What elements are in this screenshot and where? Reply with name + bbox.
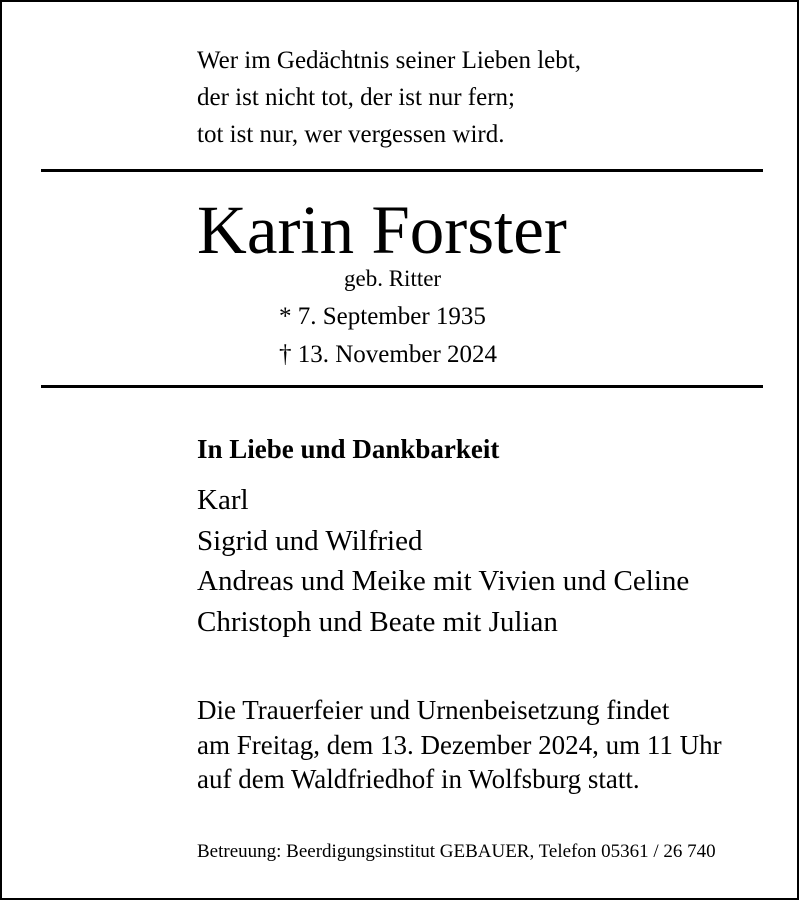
- birth-date: * 7. September 1935: [279, 303, 486, 330]
- death-date: † 13. November 2024: [279, 341, 498, 368]
- ceremony-line: am Freitag, dem 13. Dezember 2024, um 11 Uhr: [197, 729, 722, 760]
- memorial-poem: [197, 42, 581, 153]
- ceremony-info: [197, 693, 722, 797]
- ceremony-line: auf dem Waldfriedhof in Wolfsburg statt.: [197, 764, 640, 794]
- poem-line: der ist nicht tot, der ist nur fern;: [197, 84, 515, 111]
- mourner-entry: Sigrid und Wilfried: [197, 524, 423, 557]
- mourner-entry: Christoph und Beate mit Julian: [197, 605, 558, 638]
- poem-line: tot ist nur, wer vergessen wird.: [197, 121, 505, 148]
- birth-name: geb. Ritter: [344, 266, 442, 291]
- ceremony-line: Die Trauerfeier und Urnenbeisetzung findet: [197, 695, 670, 725]
- mourner-entry: Karl: [197, 484, 249, 516]
- deceased-name: Karin Forster: [197, 192, 567, 268]
- mourners-heading: In Liebe und Dankbarkeit: [197, 434, 500, 464]
- divider-top: [41, 169, 763, 172]
- mourner-entry: Andreas und Meike mit Vivien und Celine: [197, 565, 690, 597]
- divider-bottom: [41, 385, 763, 388]
- funeral-home-info: Betreuung: Beerdigungsinstitut GEBAUER, Telefon 05361 / 26 740: [197, 841, 716, 862]
- mourners-list: [197, 480, 689, 642]
- poem-line: Wer im Gedächtnis seiner Lieben lebt,: [197, 47, 581, 74]
